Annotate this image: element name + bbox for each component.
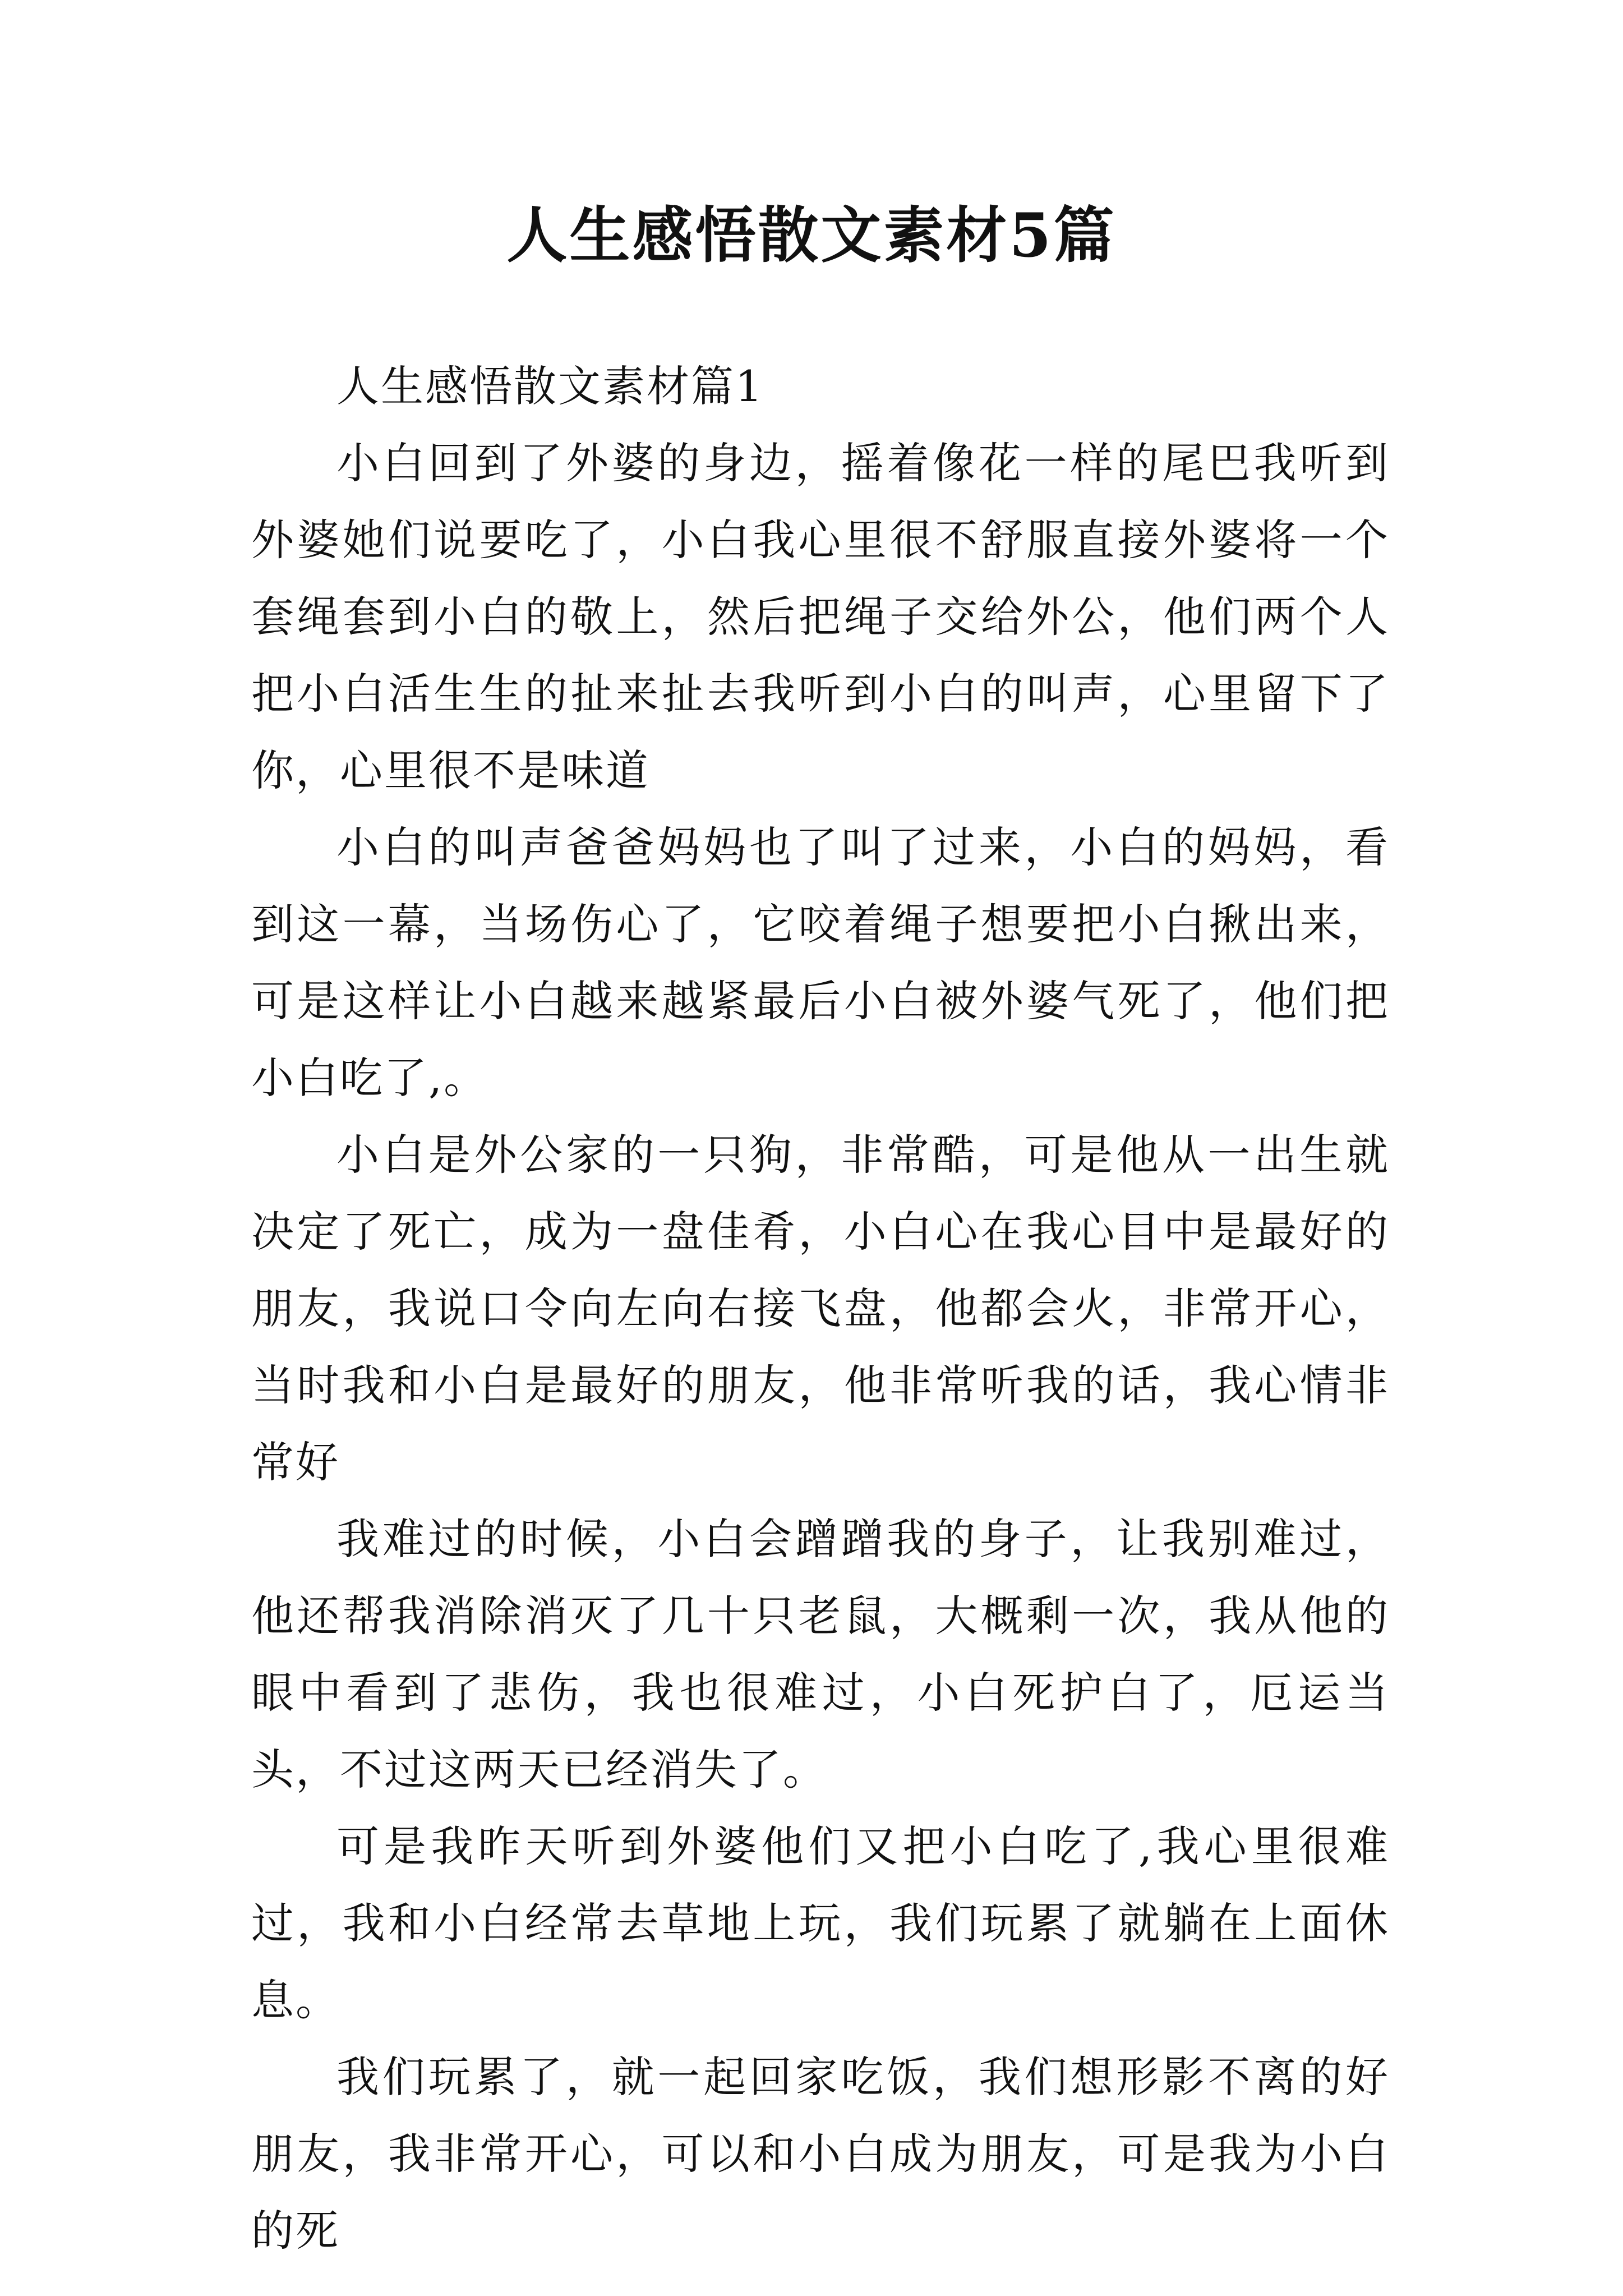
- paragraph-5: 可是我昨天听到外婆他们又把小白吃了,我心里很难过，我和小白经常去草地上玩，我们玩累了就躺在上面休息。: [251, 1821, 1390, 2025]
- document-title: 人生感悟散文素材5篇: [506, 200, 1117, 271]
- paragraph-1: 小白回到了外婆的身边，摇着像花一样的尾巴我听到外婆她们说要吃了，小白我心里很不舒服直接外婆将一个套绳套到小白的敬上，然后把绳子交给外公，他们两个人把小白活生生的扯来扯去我听到小白的叫声，心里留下了你，心里很不是味道: [251, 438, 1390, 795]
- paragraph-2: 小白的叫声爸爸妈妈也了叫了过来，小白的妈妈，看到这一幕，当场伤心了，它咬着绳子想要把小白揪出来，可是这样让小白越来越紧最后小白被外婆气死了，他们把小白吃了,。: [251, 822, 1390, 1103]
- paragraph-6: 我们玩累了，就一起回家吃饭，我们想形影不离的好朋友，我非常开心，可以和小白成为朋友，可是我为小白的死: [251, 2052, 1390, 2256]
- document-body: [251, 348, 1390, 2269]
- paragraph-4: 我难过的时候，小白会蹭蹭我的身子，让我别难过，他还帮我消除消灭了几十只老鼠，大概剩一次，我从他的眼中看到了悲伤，我也很难过，小白死护白了，厄运当头，不过这两天已经消失了。: [251, 1514, 1390, 1795]
- section-heading: 人生感悟散文素材篇1: [336, 361, 764, 411]
- paragraph-3: 小白是外公家的一只狗，非常酷，可是他从一出生就决定了死亡，成为一盘佳肴，小白心在我心目中是最好的朋友，我说口令向左向右接飞盘，他都会火，非常开心，当时我和小白是最好的朋友，他非常听我的话，我心情非常好: [251, 1130, 1390, 1487]
